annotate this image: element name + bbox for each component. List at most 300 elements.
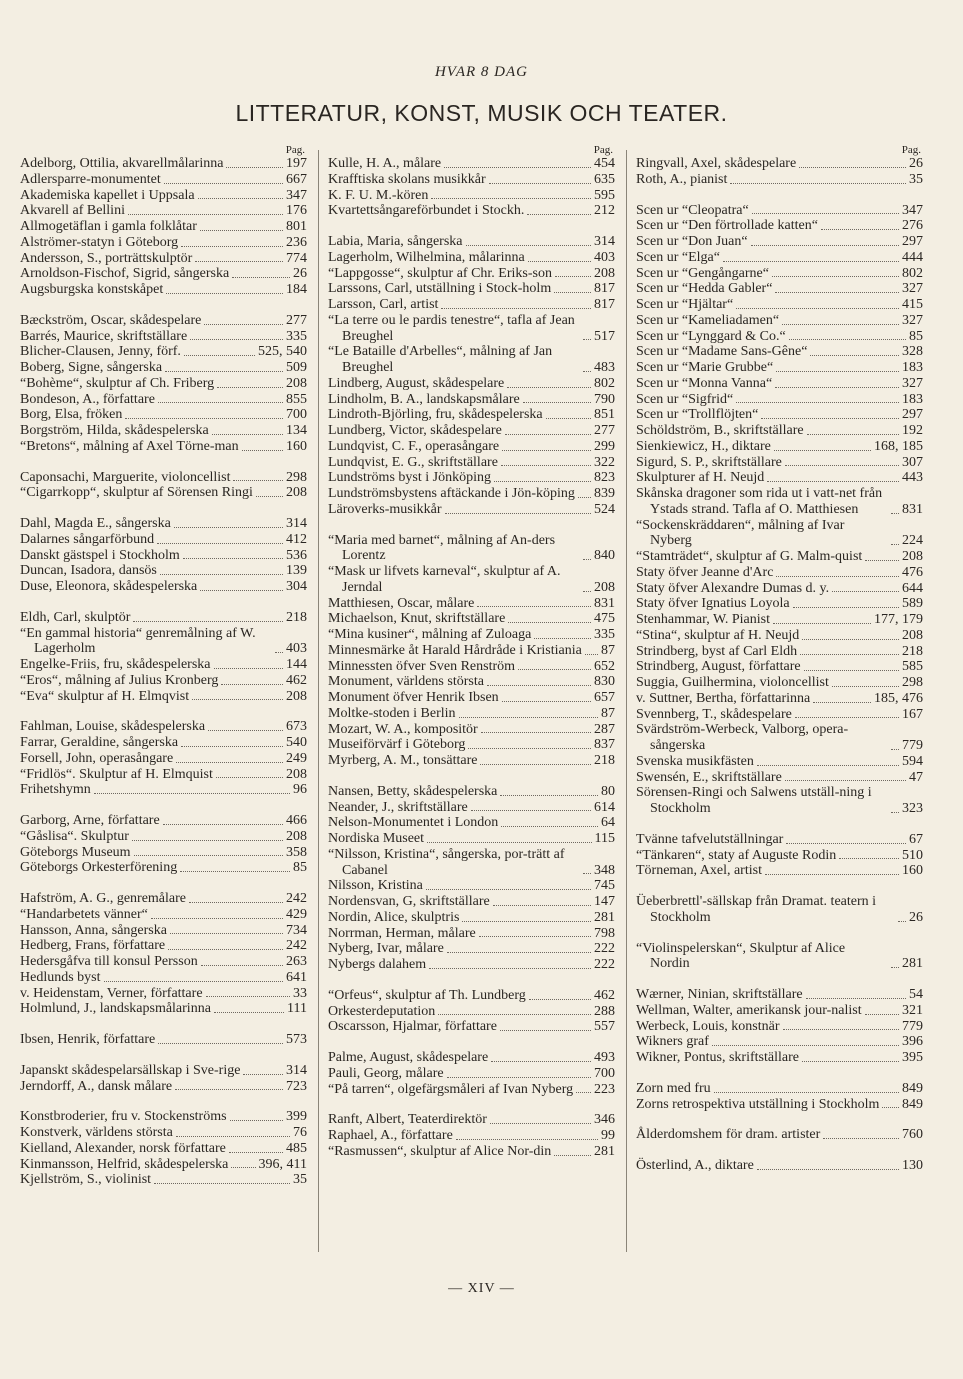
entry-gap — [328, 1035, 615, 1050]
index-entry — [636, 360, 923, 376]
index-entry — [20, 938, 307, 954]
index-entry — [20, 1032, 307, 1048]
entry-name: Werbeck, Louis, konstnär — [636, 1018, 780, 1034]
index-entry — [636, 281, 923, 297]
dot-leader — [181, 746, 283, 747]
dot-leader — [775, 387, 899, 388]
entry-page: 184 — [286, 282, 307, 297]
entry-name: Nordiska Museet — [328, 831, 425, 846]
entry-name: “Fridlös“. Skulptur af H. Elmquist — [20, 766, 213, 782]
entry-page: 673 — [286, 719, 307, 735]
entry-name: Dalarnes sångarförbund — [20, 531, 155, 547]
index-entry — [636, 313, 923, 329]
entry-name: Dahl, Magda E., sångerska — [20, 516, 171, 531]
entry-page: 167 — [902, 706, 923, 722]
index-entry — [328, 988, 615, 1004]
entry-name: Skånska dragoner som rida ut i vatt-net från Ystads strand. Tafla af O. Matthiesen — [636, 486, 883, 517]
entry-gap — [636, 926, 923, 941]
index-entry — [636, 407, 923, 423]
entry-name: “Bretons“, målning af Axel Törne-man — [20, 438, 239, 454]
entry-name: Monument, världens största — [328, 674, 484, 690]
entry-name: Nordensvan, G, skriftställare — [328, 894, 490, 909]
index-entry — [20, 532, 307, 548]
entry-page: 823 — [594, 470, 615, 486]
dot-leader — [832, 591, 899, 592]
dot-leader — [158, 402, 283, 403]
index-entry — [20, 360, 307, 376]
entry-name: Lundberg, Victor, skådespelare — [328, 423, 502, 438]
entry-page: 35 — [293, 1172, 307, 1188]
index-entry — [20, 329, 307, 345]
entry-page: 493 — [594, 1050, 615, 1065]
dot-leader — [810, 355, 899, 356]
index-entry — [328, 674, 615, 690]
index-entry — [328, 297, 615, 313]
entry-name: Scen ur “Don Juan“ — [636, 234, 748, 249]
entry-page: 644 — [902, 580, 923, 596]
entry-page: 509 — [286, 360, 307, 375]
dot-leader — [157, 543, 283, 544]
index-entry — [20, 1063, 307, 1079]
index-entry — [328, 1112, 615, 1128]
dot-leader — [256, 496, 283, 497]
entry-page: 595 — [594, 187, 615, 203]
entry-page: 67 — [909, 831, 923, 847]
index-entry — [636, 423, 923, 439]
entry-name: Pauli, Georg, målare — [328, 1065, 444, 1081]
entry-name: Nelson-Monumentet i London — [328, 815, 499, 831]
entry-page: 26 — [909, 156, 923, 171]
dot-leader — [807, 434, 899, 435]
dot-leader — [806, 998, 906, 999]
index-column-1 — [20, 144, 307, 1188]
dot-leader — [445, 513, 591, 514]
entry-name: Neander, J., skriftställare — [328, 799, 468, 815]
dot-leader — [865, 1014, 899, 1015]
entry-name: Alströmer-statyn i Göteborg — [20, 234, 179, 250]
entry-page: 160 — [902, 863, 923, 879]
entry-page: 208 — [286, 485, 307, 501]
dot-leader — [198, 198, 283, 199]
dot-leader — [204, 324, 283, 325]
entry-page: 323 — [902, 801, 923, 816]
index-entry — [328, 722, 615, 738]
index-entry — [328, 564, 615, 596]
entry-name: Göteborgs Museum — [20, 844, 131, 860]
dot-leader — [447, 1077, 591, 1078]
dot-leader — [163, 824, 283, 825]
dot-leader — [786, 843, 906, 844]
entry-page: 185, 476 — [874, 690, 923, 706]
entry-name: Suggia, Guilhermina, violoncellist — [636, 675, 829, 690]
entry-name: Michaelson, Knut, skriftställare — [328, 611, 506, 627]
entry-page: 573 — [286, 1032, 307, 1047]
entry-name: Scen ur “Hedda Gabler“ — [636, 281, 773, 297]
entry-page: 454 — [594, 156, 615, 171]
dot-leader — [773, 623, 871, 624]
index-entry — [20, 767, 307, 783]
index-entry — [20, 907, 307, 923]
index-entry — [20, 970, 307, 986]
entry-page: 208 — [902, 627, 923, 643]
dot-leader — [800, 654, 899, 655]
index-entry — [328, 470, 615, 486]
entry-name: Sienkiewicz, H., diktare — [636, 438, 771, 454]
dot-leader — [891, 812, 899, 813]
entry-page: 462 — [594, 987, 615, 1003]
entry-name: Scen ur “Lynggard & Co.“ — [636, 328, 786, 344]
index-entry — [20, 1141, 307, 1157]
dot-leader — [214, 668, 284, 669]
index-entry — [328, 1128, 615, 1144]
entry-gap — [20, 595, 307, 610]
dot-leader — [802, 1061, 899, 1062]
dot-leader — [189, 902, 283, 903]
entry-gap — [636, 188, 923, 203]
dot-leader — [212, 434, 283, 435]
entry-name: Wærner, Ninian, skriftställare — [636, 987, 803, 1002]
dot-leader — [501, 826, 598, 827]
entry-page: 208 — [902, 549, 923, 564]
entry-page: 212 — [594, 203, 615, 219]
entry-name: Swensén, E., skriftställare — [636, 769, 782, 785]
dot-leader — [529, 999, 591, 1000]
entry-page: 192 — [902, 423, 923, 438]
index-entry — [328, 203, 615, 219]
entry-page: 462 — [286, 672, 307, 688]
entry-name: Danskt gästspel i Stockholm — [20, 547, 180, 563]
dot-leader — [180, 871, 290, 872]
dot-leader — [723, 261, 899, 262]
entry-page: 415 — [902, 297, 923, 312]
index-entry — [328, 831, 615, 847]
index-entry — [20, 392, 307, 408]
entry-page: 635 — [594, 171, 615, 187]
dot-leader — [501, 465, 591, 466]
entry-name: Nordin, Alice, skulptris — [328, 909, 460, 925]
index-entry — [636, 376, 923, 392]
entry-page: 641 — [286, 969, 307, 985]
dot-leader — [793, 607, 899, 608]
index-entry — [636, 518, 923, 550]
entry-name: Scen ur “Gengångarne“ — [636, 265, 769, 281]
entry-name: Fahlman, Louise, skådespelerska — [20, 719, 206, 735]
index-entry — [328, 1144, 615, 1160]
page-number: — XIV — — [448, 1281, 515, 1296]
dot-leader — [776, 371, 899, 372]
entry-name: “Mina kusiner“, målning af Zuloaga — [328, 627, 532, 642]
dot-leader — [438, 1014, 591, 1015]
entry-page: 177, 179 — [874, 612, 923, 627]
entry-name: Kinmansson, Helfrid, skådespelerska — [20, 1156, 229, 1172]
dot-leader — [480, 764, 591, 765]
entry-name: Forsell, John, operasångare — [20, 750, 174, 766]
entry-page: 399 — [286, 1109, 307, 1125]
entry-name: Lundqvist, E. G., skriftställare — [328, 454, 498, 470]
index-entry — [636, 863, 923, 879]
dot-leader — [508, 622, 591, 623]
dot-leader — [158, 1043, 283, 1044]
dot-leader — [221, 684, 283, 685]
dot-leader — [751, 245, 899, 246]
dot-leader — [164, 183, 283, 184]
entry-page: 222 — [594, 941, 615, 957]
entry-page: 485 — [286, 1140, 307, 1156]
dot-leader — [865, 560, 899, 561]
entry-name: Staty öfver Jeanne d'Arc — [636, 564, 774, 580]
dot-leader — [242, 450, 283, 451]
index-entry — [20, 891, 307, 907]
entry-page: 26 — [909, 909, 923, 925]
index-entry — [328, 281, 615, 297]
dot-leader — [429, 968, 591, 969]
index-entry — [636, 612, 923, 628]
dot-leader — [243, 1074, 283, 1075]
dot-leader — [226, 167, 283, 168]
dot-leader — [214, 1012, 284, 1013]
entry-name: Kulle, H. A., målare — [328, 156, 442, 171]
index-entry — [636, 250, 923, 266]
entry-name: Eldh, Carl, skulptör — [20, 609, 131, 625]
entry-name: Schöldström, B., skriftställare — [636, 423, 804, 438]
index-entry — [20, 313, 307, 329]
entry-name: Scen ur “Hjältar“ — [636, 297, 734, 312]
index-entry — [20, 219, 307, 235]
entry-name: “Violinspelerskan“, Skulptur af Alice Nordin — [636, 940, 846, 972]
dot-leader — [583, 339, 591, 340]
entry-gap — [328, 769, 615, 784]
entry-page: 208 — [286, 766, 307, 782]
index-entry — [328, 1066, 615, 1082]
dot-leader — [802, 639, 899, 640]
dot-leader — [839, 858, 899, 859]
dot-leader — [200, 230, 283, 231]
dot-leader — [534, 638, 591, 639]
index-entry — [328, 878, 615, 894]
dot-leader — [583, 873, 591, 874]
index-entry — [636, 486, 923, 518]
column-divider — [318, 150, 319, 1252]
index-entry — [20, 423, 307, 439]
entry-name: Augsburgska konstskåpet — [20, 282, 164, 297]
entry-page: 476 — [902, 564, 923, 580]
index-entry — [328, 643, 615, 659]
index-entry — [636, 455, 923, 471]
entry-name: Konstverk, världens största — [20, 1125, 173, 1140]
dot-leader — [554, 292, 591, 293]
index-entry — [20, 813, 307, 829]
entry-name: Lindberg, August, skådespelare — [328, 375, 505, 391]
dot-leader — [229, 1152, 283, 1153]
entry-name: Matthiesen, Oscar, målare — [328, 595, 475, 611]
entry-name: Hedersgåfva till konsul Persson — [20, 954, 198, 969]
entry-page: 277 — [286, 312, 307, 328]
entry-name: Labia, Maria, sångerska — [328, 234, 463, 249]
entry-page: 510 — [902, 847, 923, 863]
entry-name: Akademiska kapellet i Uppsala — [20, 187, 195, 203]
index-entry — [328, 910, 615, 926]
entry-name: Orkesterdeputation — [328, 1003, 436, 1019]
entry-name: Wikners graf — [636, 1034, 709, 1050]
entry-name: Nyberg, Ivar, målare — [328, 941, 444, 957]
dot-leader — [578, 497, 591, 498]
dot-leader — [500, 1030, 591, 1031]
entry-page: 236 — [286, 234, 307, 250]
dot-leader — [891, 513, 899, 514]
dot-leader — [761, 418, 899, 419]
index-entry — [20, 626, 307, 658]
entry-page: 96 — [293, 782, 307, 798]
dot-leader — [490, 1123, 591, 1124]
index-entry — [636, 628, 923, 644]
entry-page: 831 — [594, 595, 615, 611]
entry-name: Scen ur “Marie Grubbe“ — [636, 360, 774, 375]
index-entry — [636, 596, 923, 612]
entry-page: 667 — [286, 171, 307, 187]
dot-leader — [170, 933, 283, 934]
index-entry — [636, 439, 923, 455]
index-entry — [636, 691, 923, 707]
dot-leader — [275, 652, 283, 653]
dot-leader — [104, 981, 284, 982]
dot-leader — [813, 702, 871, 703]
entry-page: 790 — [594, 391, 615, 407]
entry-name: Konstbroderier, fru v. Stockenströms — [20, 1109, 227, 1125]
index-entry — [328, 407, 615, 423]
entry-name: Andersson, S., porträttskulptör — [20, 250, 193, 266]
dot-leader — [456, 1139, 598, 1140]
dot-leader — [195, 261, 283, 262]
entry-page: 855 — [286, 391, 307, 407]
entry-page: 760 — [902, 1127, 923, 1143]
dot-leader — [426, 889, 591, 890]
entry-name: Allmogetäflan i gamla folklåtar — [20, 219, 197, 234]
dot-leader — [232, 277, 290, 278]
entry-name: Blicher-Clausen, Jenny, förf. — [20, 344, 181, 360]
dot-leader — [757, 765, 899, 766]
entry-page: 831 — [902, 501, 923, 517]
entry-page: 314 — [286, 1062, 307, 1078]
dot-leader — [427, 842, 591, 843]
entry-page: 281 — [594, 909, 615, 925]
index-entry — [328, 376, 615, 392]
dot-leader — [502, 450, 591, 451]
dot-leader — [775, 292, 899, 293]
entry-gap — [328, 973, 615, 988]
column-divider — [626, 150, 627, 1252]
entry-page: 700 — [286, 407, 307, 423]
index-entry — [328, 611, 615, 627]
entry-gap — [20, 704, 307, 719]
index-entry — [636, 1034, 923, 1050]
entry-name: Farrar, Geraldine, sångerska — [20, 735, 179, 750]
dot-leader — [468, 748, 591, 749]
entry-page: 223 — [594, 1081, 615, 1097]
entry-name: Kielland, Alexander, norsk författare — [20, 1140, 226, 1156]
index-entry — [636, 754, 923, 770]
entry-page: 160 — [286, 438, 307, 454]
entry-gap — [20, 1094, 307, 1109]
entry-page: 218 — [902, 643, 923, 659]
entry-page: 774 — [286, 250, 307, 266]
index-entry — [328, 533, 615, 565]
index-entry — [20, 282, 307, 298]
entry-name: Ibsen, Henrik, författare — [20, 1032, 156, 1047]
dot-leader — [184, 355, 255, 356]
index-entry — [20, 1079, 307, 1095]
entry-gap — [20, 876, 307, 891]
entry-name: “Le Bataille d'Arbelles“, målning af Jan Breughel — [328, 344, 553, 375]
entry-page: 801 — [286, 219, 307, 234]
index-entry — [636, 659, 923, 675]
entry-name: Scen ur “Cleopatra“ — [636, 202, 749, 218]
entry-name: Borg, Elsa, fröken — [20, 407, 123, 423]
entry-name: K. F. U. M.-kören — [328, 187, 429, 203]
dot-leader — [230, 1120, 283, 1121]
entry-name: Adelborg, Ottilia, akvarellmålarinna — [20, 156, 224, 171]
entry-page: 176 — [286, 203, 307, 219]
entry-gap — [20, 1017, 307, 1032]
dot-leader — [505, 434, 591, 435]
entry-name: Mozart, W. A., kompositör — [328, 721, 478, 737]
entry-name: Akvarell af Bellini — [20, 203, 125, 219]
entry-name: Sörensen-Ringi och Salwens utställ-ning i Stockholm — [636, 785, 872, 816]
entry-page: 35 — [909, 171, 923, 187]
entry-name: Wellman, Walter, amerikansk jour-nalist — [636, 1002, 862, 1018]
dot-leader — [125, 418, 283, 419]
index-entry — [20, 986, 307, 1002]
dot-leader — [183, 558, 283, 559]
dot-leader — [128, 214, 283, 215]
index-entry — [636, 234, 923, 250]
entry-page: 307 — [902, 454, 923, 470]
entry-name: Raphael, A., författare — [328, 1128, 453, 1143]
index-entry — [328, 596, 615, 612]
index-entry — [636, 1003, 923, 1019]
dot-leader — [583, 559, 591, 560]
entry-page: 745 — [594, 878, 615, 894]
entry-gap — [328, 1097, 615, 1112]
index-entry — [636, 832, 923, 848]
index-entry — [636, 565, 923, 581]
dot-leader — [133, 621, 283, 622]
dot-leader — [785, 465, 899, 466]
entry-page: 849 — [902, 1080, 923, 1096]
dot-leader — [736, 402, 899, 403]
index-entry — [20, 470, 307, 486]
dot-leader — [444, 167, 591, 168]
entry-name: Minnessten öfver Sven Renström — [328, 658, 516, 674]
index-entry — [328, 784, 615, 800]
index-column-2 — [328, 144, 615, 1160]
entry-page: 335 — [286, 328, 307, 344]
entry-name: “Maria med barnet“, målning af An-ders Lorentz — [328, 532, 556, 564]
entry-page: 830 — [594, 674, 615, 690]
entry-page: 218 — [286, 609, 307, 625]
entry-name: “Mask ur lifvets karneval“, skulptur af A. Jerndal — [328, 564, 561, 595]
dot-leader — [168, 949, 283, 950]
entry-name: Kjellström, S., violinist — [20, 1172, 152, 1188]
entry-page: 85 — [293, 860, 307, 876]
index-entry — [328, 1004, 615, 1020]
dot-leader — [774, 450, 871, 451]
entry-name: v. Heidenstam, Verner, författare — [20, 985, 203, 1001]
index-entry — [20, 829, 307, 845]
index-entry — [636, 722, 923, 754]
entry-name: Ranft, Albert, Teaterdirektör — [328, 1112, 487, 1128]
dot-leader — [477, 606, 591, 607]
dot-leader — [447, 952, 591, 953]
